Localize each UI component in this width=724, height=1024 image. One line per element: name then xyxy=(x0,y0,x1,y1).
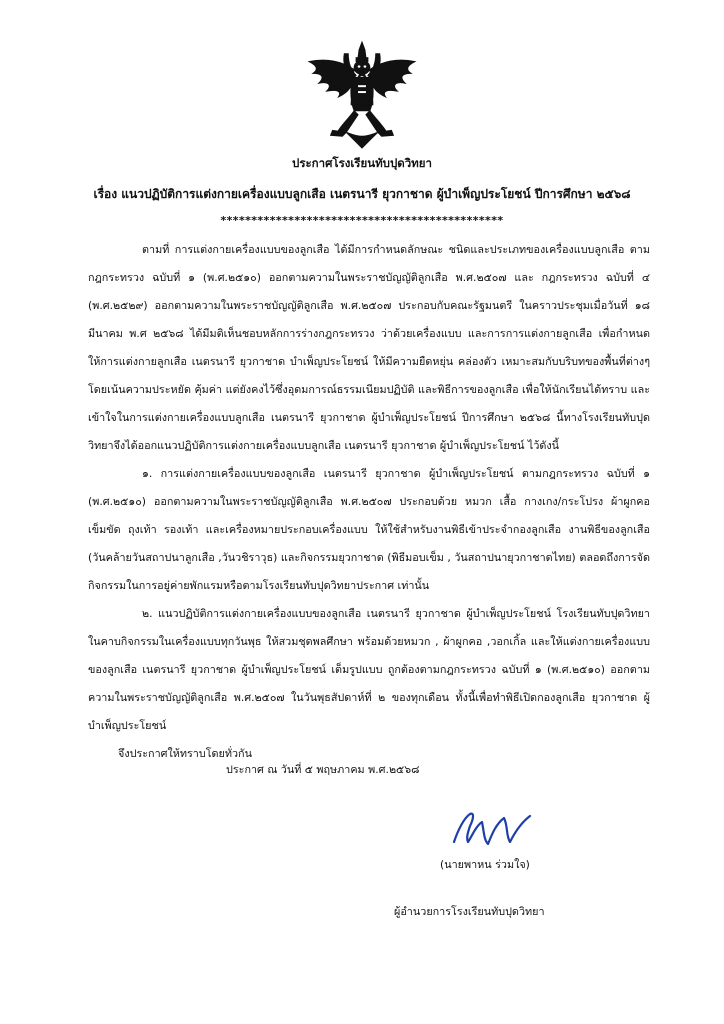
announcement-date: ประกาศ ณ วันที่ ๕ พฤษภาคม พ.ศ.๒๕๖๘ xyxy=(226,763,420,776)
asterisk-divider: ********************************************** xyxy=(220,214,504,227)
closing-paragraph: จึงประกาศให้ทราบโดยทั่วกัน xyxy=(118,747,252,760)
signer-position: ผู้อำนวยการโรงเรียนทับปุดวิทยา xyxy=(394,905,545,918)
intro-paragraph: ตามที่ การแต่งกายเครื่องแบบของลูกเสือ ได้มีการกำหนดลักษณะ ชนิดและประเภทของเครื่องแบบลูกเสือ ตามกฎกระทรวง ฉบับที่ ๑ (พ.ศ.๒๕๑๐) ออกตามความในพระราชบัญญัติลูกเสือ พ.ศ.๒๕๐๗ และ กฎกระทรวง ฉบับที่ ๔ (พ.ศ.๒๕๒๙) ออกตามความในพระราชบัญญัติลูกเสือ พ.ศ.๒๕๐๗ ประกอบกับคณะรัฐมนตรี ในคราวประชุมเมื่อวันที่ ๑๘ มีนาคม พ.ศ ๒๕๖๘ ได้มีมติเห็นชอบหลักการร่างกฎกระทรวง ว่าด้วยเครื่องแบบ และการการแต่งกายลูกเสือ เพื่อกำหนดให้การแต่งกายลูกเสือ เนตรนารี ยุวกาชาด บำเพ็ญประโยชน์ ให้มีความยืดหยุ่น คล่องตัว เหมาะสมกับบริบทของพื้นที่ต่างๆ โดยเน้นความประหยัด คุ้มค่า แต่ยังคงไว้ซึ่งอุดมการณ์ธรรมเนียมปฏิบัติ และพิธีการของลูกเสือ เพื่อให้นักเรียนได้ทราบ และเข้าใจในการแต่งกายเครื่องแบบลูกเสือ เนตรนารี ยุวกาชาด ผู้บำเพ็ญประโยชน์ ปีการศึกษา ๒๕๖๘ นี้ทางโรงเรียนทับปุดวิทยาจึงได้ออกแนวปฏิบัติการแต่งกายเครื่องแบบลูกเสือ เนตรนารี ยุวกาชาด ผู้บำเพ็ญประโยชน์ ไว้ดังนี้ xyxy=(88,243,650,452)
school-title: ประกาศโรงเรียนทับปุดวิทยา xyxy=(292,156,432,170)
signer-name: (นายพาหน ร่วมใจ) xyxy=(440,858,530,871)
announcement-body xyxy=(88,236,650,768)
announcement-subject: เรื่อง แนวปฏิบัติการแต่งกายเครื่องแบบลูกเสือ เนตรนารี ยุวกาชาด ผู้บำเพ็ญประโยชน์ ปีการศึกษา ๒๕๖๘ xyxy=(93,187,631,201)
garuda-emblem-icon xyxy=(303,40,421,152)
item-1-paragraph: ๑. การแต่งกายเครื่องแบบของลูกเสือ เนตรนารี ยุวกาชาด ผู้บำเพ็ญประโยชน์ ตามกฎกระทรวง ฉบับที่ ๑ (พ.ศ.๒๕๑๐) ออกตามความในพระราชบัญญัติลูกเสือ พ.ศ.๒๕๐๗ ประกอบด้วย หมวก เสื้อ กางเกง/กระโปรง ผ้าผูกคอ เข็มขัด ถุงเท้า รองเท้า และเครื่องหมายประกอบเครื่องแบบ ให้ใช้สำหรับงานพิธีเข้าประจำกองลูกเสือ งานพิธีของลูกเสือ (วันคล้ายวันสถาปนาลูกเสือ ,วันวชิราวุธ) และกิจกรรมยุวกาชาด (พิธีมอบเข็ม , วันสถาปนายุวกาชาดไทย) ตลอดถึงการจัดกิจกรรมในการอยู่ค่ายพักแรมหรือตามโรงเรียนทับปุดวิทยาประกาศ เท่านั้น xyxy=(88,467,650,592)
handwritten-signature xyxy=(448,808,536,852)
item-2-paragraph: ๒. แนวปฏิบัติการแต่งกายเครื่องแบบของลูกเสือ เนตรนารี ยุวกาชาด ผู้บำเพ็ญประโยชน์ โรงเรียนทับปุดวิทยาในคาบกิจกรรมในเครื่องแบบทุกวันพุธ ให้สวมชุดพลศึกษา พร้อมด้วยหมวก , ผ้าผูกคอ ,วอกเกิ้ล และให้แต่งกายเครื่องแบบของลูกเสือ เนตรนารี ยุวกาชาด ผู้บำเพ็ญประโยชน์ เต็มรูปแบบ ถูกต้องตามกฎกระทรวง ฉบับที่ ๑ (พ.ศ.๒๕๑๐) ออกตามความในพระราชบัญญัติลูกเสือ พ.ศ.๒๕๐๗ ในวันพุธสัปดาห์ที่ ๒ ของทุกเดือน ทั้งนี้เพื่อทำพิธีเปิดกองลูกเสือ ยุวกาชาด ผู้บำเพ็ญประโยชน์ xyxy=(88,607,650,732)
